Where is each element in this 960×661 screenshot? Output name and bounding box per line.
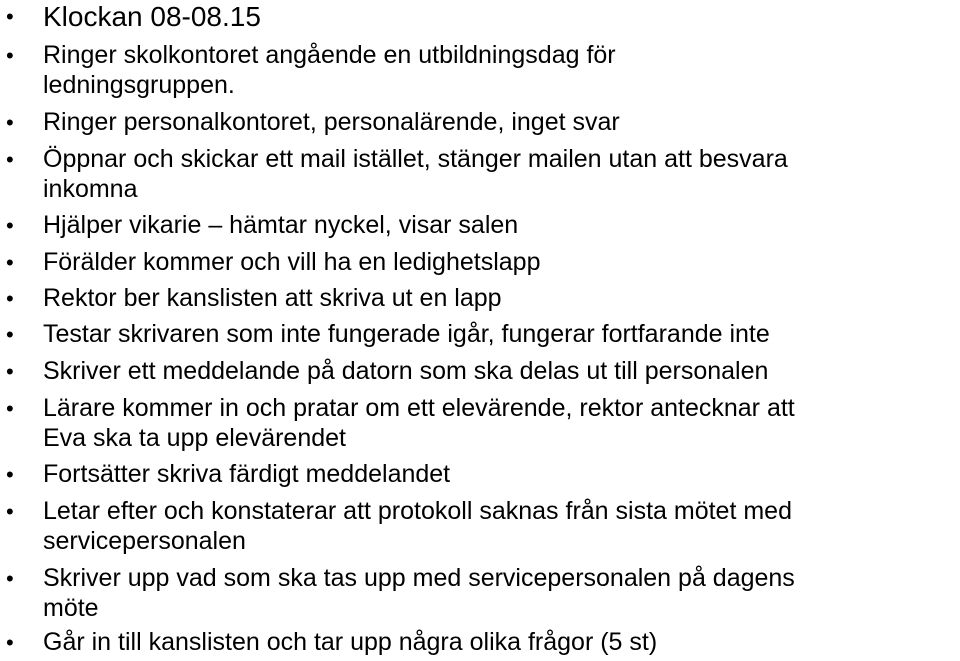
bullet-text — [43, 627, 958, 657]
bullet-text — [43, 107, 958, 137]
bullet-dot-icon: • — [6, 110, 14, 135]
bullet-line: möte — [43, 594, 99, 622]
bullet-line: servicepersonalen — [43, 527, 246, 555]
bullet-line: Lärare kommer in och pratar om ett elevärende, rektor antecknar att — [43, 394, 795, 422]
bullet-line: Rektor ber kanslisten att skriva ut en lapp — [43, 284, 502, 312]
bullet-line: Eva ska ta upp elevärendet — [43, 424, 346, 452]
bullet-dot-icon: • — [6, 322, 14, 347]
bullet-text — [43, 356, 958, 386]
bullet-dot-icon: • — [6, 396, 14, 421]
bullet-text — [43, 144, 958, 204]
bullet-dot-icon: • — [6, 566, 14, 591]
bullet-dot-icon: • — [6, 213, 14, 238]
bullet-dot-icon: • — [6, 462, 14, 487]
bullet-dot-icon: • — [6, 43, 14, 68]
bullet-line: Ringer skolkontoret angående en utbildningsdag för — [43, 41, 616, 69]
bullet-line: Förälder kommer och vill ha en ledighetslapp — [43, 248, 541, 276]
bullet-text — [43, 283, 958, 313]
bullet-line: ledningsgruppen. — [43, 71, 235, 99]
bullet-dot-icon: • — [6, 499, 14, 524]
bullet-line: Klockan 08-08.15 — [43, 1, 261, 32]
bullet-line: Ringer personalkontoret, personalärende, inget svar — [43, 108, 620, 136]
bullet-line: Letar efter och konstaterar att protokoll saknas från sista mötet med — [43, 497, 792, 525]
bullet-text — [43, 1, 958, 33]
bullet-line: Testar skrivaren som inte fungerade igår, fungerar fortfarande inte — [43, 320, 770, 348]
bullet-text — [43, 210, 958, 240]
bullet-dot-icon: • — [6, 147, 14, 172]
bullet-text — [43, 563, 958, 623]
bullet-dot-icon: • — [6, 250, 14, 275]
bullet-dot-icon: • — [6, 4, 14, 29]
bullet-line: inkomna — [43, 175, 138, 203]
bullet-text — [43, 393, 958, 453]
bullet-text — [43, 459, 958, 489]
bullet-text — [43, 40, 958, 100]
bullet-dot-icon: • — [6, 359, 14, 384]
bullet-line: Hjälper vikarie – hämtar nyckel, visar salen — [43, 211, 519, 239]
bullet-line: Skriver upp vad som ska tas upp med servicepersonalen på dagens — [43, 564, 795, 592]
bullet-text — [43, 247, 958, 277]
bullet-dot-icon: • — [6, 286, 14, 311]
bullet-text — [43, 496, 958, 556]
bullet-line: Fortsätter skriva färdigt meddelandet — [43, 460, 451, 488]
bullet-line: Går in till kanslisten och tar upp några olika frågor (5 st) — [43, 628, 658, 656]
bullet-line: Skriver ett meddelande på datorn som ska delas ut till personalen — [43, 357, 769, 385]
bullet-dot-icon: • — [6, 630, 14, 655]
bullet-line: Öppnar och skickar ett mail istället, stänger mailen utan att besvara — [43, 145, 788, 173]
bullet-text — [43, 319, 958, 349]
